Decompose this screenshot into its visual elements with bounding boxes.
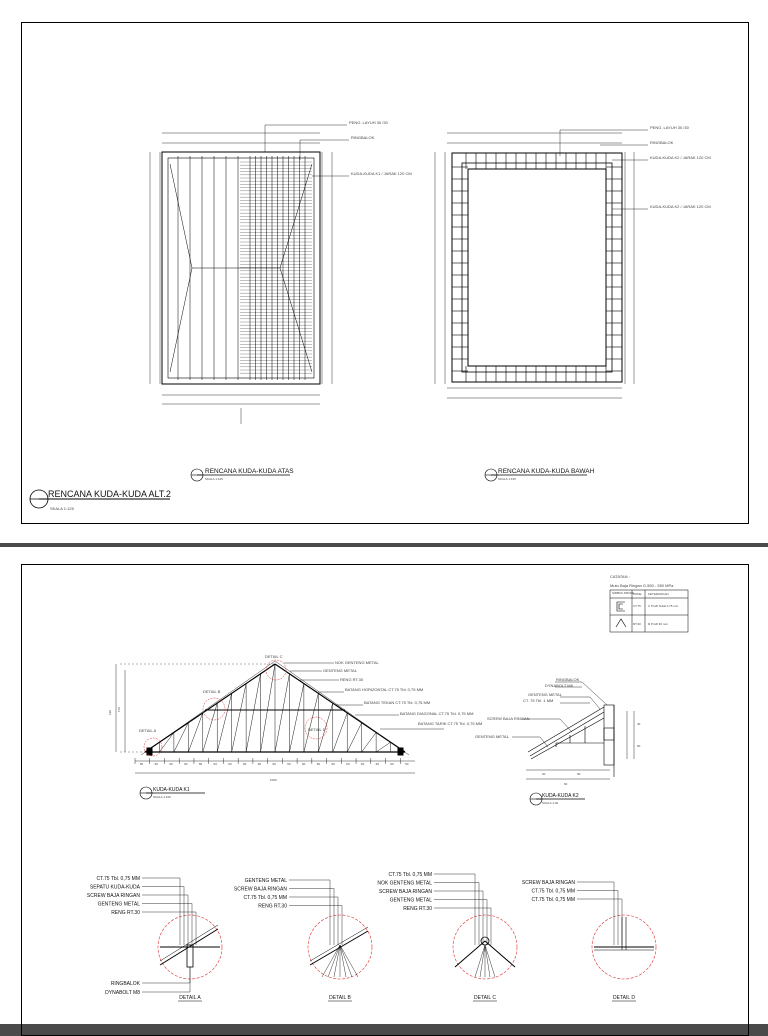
notes-header-simbol: SIMBOL PROFIL xyxy=(612,591,635,595)
scale-atas: SKALA 1:125 xyxy=(205,477,223,481)
truss-roof-line-left xyxy=(141,661,275,755)
profile-symbol-c xyxy=(617,602,625,611)
k2-callout-ringbalok: RINGBALOK xyxy=(556,677,580,682)
detail-top-label: GENTENG METAL xyxy=(244,878,287,884)
k1-callout-reng: RENG RT.30 xyxy=(340,677,364,682)
detail-leader xyxy=(434,908,491,945)
k1-callout-diagonal: BATANG DIAGONAL CT.75 Tbl. 0,75 MM xyxy=(400,711,474,716)
detail-leader xyxy=(577,891,618,946)
plan-kuda-kuda-atas xyxy=(162,152,320,384)
plan-atas-label-1: PENG. LAYUH 30 /30 xyxy=(349,120,388,125)
truss-dim-value: 60 xyxy=(287,762,291,766)
truss-web-diagonal xyxy=(261,664,275,752)
plan-bawah-label-3: KUDA-KUDA K2 / JARAK 120 CM xyxy=(650,155,711,160)
notes-header-kode: KODE xyxy=(633,592,642,596)
detail-leader xyxy=(289,880,330,945)
detail-leader xyxy=(434,874,475,945)
connection-details xyxy=(87,872,656,1001)
detail-name: DETAIL B xyxy=(329,995,351,1001)
detail-name: DETAIL A xyxy=(179,995,201,1001)
truss-web-diagonal xyxy=(304,693,318,752)
truss-web-diagonal xyxy=(333,713,347,752)
notes-row2-ket: R Profil 30 mm xyxy=(648,622,668,626)
truss-dim-value: 60 xyxy=(198,762,203,766)
k1-callout-tekan: BATANG TEKAN CT.75 Tbl. 0,75 MM xyxy=(364,700,431,705)
k1-tag-detail-c: DETAIL C xyxy=(265,654,283,659)
truss-web-diagonal xyxy=(376,742,390,752)
plan-bawah-outline xyxy=(452,153,622,382)
detail-member xyxy=(328,945,340,977)
truss-dim-value: 60 xyxy=(154,762,158,766)
detail-member xyxy=(334,945,340,977)
truss-dim-value: 60 xyxy=(243,762,247,766)
profile-symbol-r xyxy=(616,619,626,627)
truss-left-rafter xyxy=(145,664,275,752)
truss-dim-value: 60 xyxy=(360,762,365,766)
detail-top-label: SCREW BAJA RINGAN xyxy=(233,886,287,893)
detail-top-label: GENTENG METAL xyxy=(97,901,140,908)
detail-member xyxy=(340,945,346,977)
detail-top-label: SCREW BAJA RINGAN xyxy=(86,893,140,899)
detail-detail-d xyxy=(522,880,656,1001)
plan-atas-label-3: KUDA-KUDA K1 / JARAK 120 CM xyxy=(351,171,412,176)
detail-top-label: RENG RT.30 xyxy=(111,910,140,916)
detail-top-label: RENG RT.30 xyxy=(403,906,432,912)
plan-atas-label-2: RINGBALOK xyxy=(351,135,375,140)
detail-leader xyxy=(142,967,190,983)
k1-tag-detail-d: DETAIL D xyxy=(308,727,326,732)
detail-bottom-label: DYNABOLT M8 xyxy=(105,990,140,996)
detail-member xyxy=(340,945,352,977)
notes-row1-kode: CT.75 xyxy=(633,604,641,608)
k1-callout-leaders xyxy=(284,663,444,729)
k1-scale: SKALA 1:100 xyxy=(153,795,171,799)
k2-dim-4: 40 xyxy=(637,722,641,726)
main-scale: SKALA 1:125 xyxy=(50,506,74,511)
k2-callout-screw: SCREW BAJA RINGAN xyxy=(487,716,530,721)
k2-callout-ct: CT. 75 Tbl. 1 MM xyxy=(523,698,554,703)
truss-dim-value: 60 xyxy=(169,762,173,766)
notes-row1-ket: C Profil Tebal 0,75 mm xyxy=(648,604,679,608)
detail-member xyxy=(340,945,358,977)
k2-dim-1: 20 xyxy=(542,772,546,776)
k1-detail-markers xyxy=(144,660,327,756)
detail-name: DETAIL D xyxy=(613,995,635,1001)
detail-name: DETAIL C xyxy=(474,995,496,1001)
detail-member xyxy=(310,927,368,961)
truss-dim-value: 60 xyxy=(228,762,232,766)
k1-callout-horizontal: BATANG HORIZONTAL CT.75 Tbl. 0,75 MM xyxy=(345,687,424,692)
truss-dim-value: 60 xyxy=(331,762,335,766)
sheet-truss-details xyxy=(0,547,768,1024)
detail-member xyxy=(485,945,495,977)
detail-leader xyxy=(434,883,479,946)
detail-leader xyxy=(142,895,188,945)
detail-leader xyxy=(577,882,614,945)
truss-k1-dimensions xyxy=(135,758,415,773)
plan-kuda-kuda-bawah xyxy=(452,153,622,382)
truss-support-right xyxy=(398,748,403,755)
detail-top-label: CT.75 Tbl. 0,75 MM xyxy=(388,872,432,878)
plan-bawah-opening xyxy=(468,169,606,366)
detail-member xyxy=(475,945,485,977)
detail-top-label: CT.75 Tbl. 0,75 MM xyxy=(531,897,575,903)
plan-atas-hip-right xyxy=(280,164,312,372)
k1-height-outer: 190 xyxy=(108,709,112,715)
truss-k2 xyxy=(528,705,614,777)
truss-web-diagonal xyxy=(246,674,260,752)
plan-atas-hip-left xyxy=(170,164,192,372)
detail-leader xyxy=(142,878,180,945)
k1-height-inner: 170 xyxy=(117,706,121,712)
k2-callout-genteng-2: GENTENG METAL xyxy=(475,734,509,739)
title-bawah: RENCANA KUDA-KUDA BAWAH xyxy=(498,468,595,475)
truss-web-diagonal xyxy=(159,732,173,752)
detail-detail-a xyxy=(87,876,222,1001)
detail-top-label: CT.75 Tbl. 0,75 MM xyxy=(96,876,140,882)
k2-callout-genteng: GENTENG METAL xyxy=(528,692,562,697)
truss-support-left xyxy=(147,748,152,755)
detail-top-label: RENG RT.30 xyxy=(258,903,287,910)
k1-title: KUDA-KUDA K1 xyxy=(153,787,190,793)
detail-top-label: GENTENG METAL xyxy=(389,897,432,904)
k2-title: KUDA-KUDA K2 xyxy=(542,793,579,799)
main-title: RENCANA KUDA-KUDA ALT.2 xyxy=(48,489,171,499)
k2-scale: SKALA 1:40 xyxy=(542,801,559,805)
truss-dim-value: 60 xyxy=(301,762,306,766)
detail-leader xyxy=(142,967,190,992)
detail-top-label: CT.75 Tbl. 0,75 MM xyxy=(531,888,575,895)
k1-callout-nok: NOK GENTENG METAL xyxy=(335,660,379,665)
scale-bawah: SKALA 1:125 xyxy=(498,477,516,481)
plan-bawah-inner-outline xyxy=(462,163,612,372)
k1-callout-tarik: BATANG TARIK CT.75 Tbl. 0,75 MM xyxy=(418,721,483,726)
detail-member xyxy=(322,945,340,977)
detail-leader xyxy=(142,904,192,946)
detail-member xyxy=(160,925,218,961)
truss-roof-line-right xyxy=(275,661,409,755)
detail-top-label: NOK GENTENG METAL xyxy=(377,880,432,887)
k2-dim-3: 60 xyxy=(564,782,568,786)
k1-tag-detail-a: DETAIL A xyxy=(139,728,157,733)
truss-web-diagonal xyxy=(188,713,202,752)
truss-web-diagonal xyxy=(275,674,289,752)
detail-leader xyxy=(289,897,338,945)
truss-dim-value: 60 xyxy=(390,762,394,766)
detail-detail-b xyxy=(234,878,372,1001)
detail-member xyxy=(485,945,490,977)
truss-dim-value: 60 xyxy=(257,762,262,766)
truss-web-diagonal xyxy=(347,723,361,752)
detail-top-label: CT.75 Tbl. 0,75 MM xyxy=(243,895,287,901)
notes-subheading: Mutu Baja Ringan G.550 - 550 MPa xyxy=(610,583,674,588)
truss-dim-value: 60 xyxy=(272,762,276,766)
truss-web-diagonal xyxy=(232,684,246,752)
title-atas: RENCANA KUDA-KUDA ATAS xyxy=(205,468,294,475)
truss-dim-value: 60 xyxy=(213,762,217,766)
truss-dim-value: 60 xyxy=(316,762,321,766)
truss-dim-value: 50 xyxy=(139,762,144,766)
detail-leader xyxy=(142,887,184,946)
notes-heading: CATATAN : xyxy=(610,574,630,579)
plan-atas-dims xyxy=(150,133,332,424)
k2-dim-2: 60 xyxy=(577,772,581,776)
detail-leader xyxy=(577,899,622,945)
detail-bottom-label: RINGBALOK xyxy=(110,981,140,987)
notes-header-ket: KETERANGAN xyxy=(648,592,669,596)
k1-callout-genteng: GENTENG METAL xyxy=(323,668,357,673)
detail-top-label: SCREW BAJA RINGAN xyxy=(378,889,432,895)
detail-member xyxy=(187,945,193,967)
k1-tag-detail-b: DETAIL B xyxy=(203,689,221,694)
truss-details-drawing xyxy=(0,547,768,1024)
truss-dim-value: 60 xyxy=(375,762,380,766)
detail-top-label: SEPATU KUDA-KUDA xyxy=(89,884,140,891)
detail-top-label: SCREW BAJA RINGAN xyxy=(521,880,575,886)
k1-total-span: 1000 xyxy=(270,778,277,782)
plan-bawah-label-4: KUDA-KUDA K2 / JARAK 120 CM xyxy=(650,204,711,209)
notes-row2-kode: RT.30 xyxy=(633,622,641,626)
truss-dim-value: 50 xyxy=(405,762,409,766)
plan-bawah-dims xyxy=(435,133,634,398)
detail-detail-c xyxy=(377,872,517,1001)
truss-web-diagonal xyxy=(362,732,376,752)
truss-web-diagonal xyxy=(289,684,303,752)
plan-bawah-label-1: PENG. LAYUH 30 /30 xyxy=(650,125,689,130)
detail-leader xyxy=(434,891,483,945)
detail-member xyxy=(480,945,485,977)
k2-callout-dynabolt: DYNABOLT M8 xyxy=(545,683,573,688)
k2-dim-5: 60 xyxy=(637,744,641,748)
plan-bawah-label-2: RINGBALOK xyxy=(650,140,674,145)
truss-dim-value: 60 xyxy=(346,762,350,766)
truss-dim-value: 60 xyxy=(184,762,188,766)
